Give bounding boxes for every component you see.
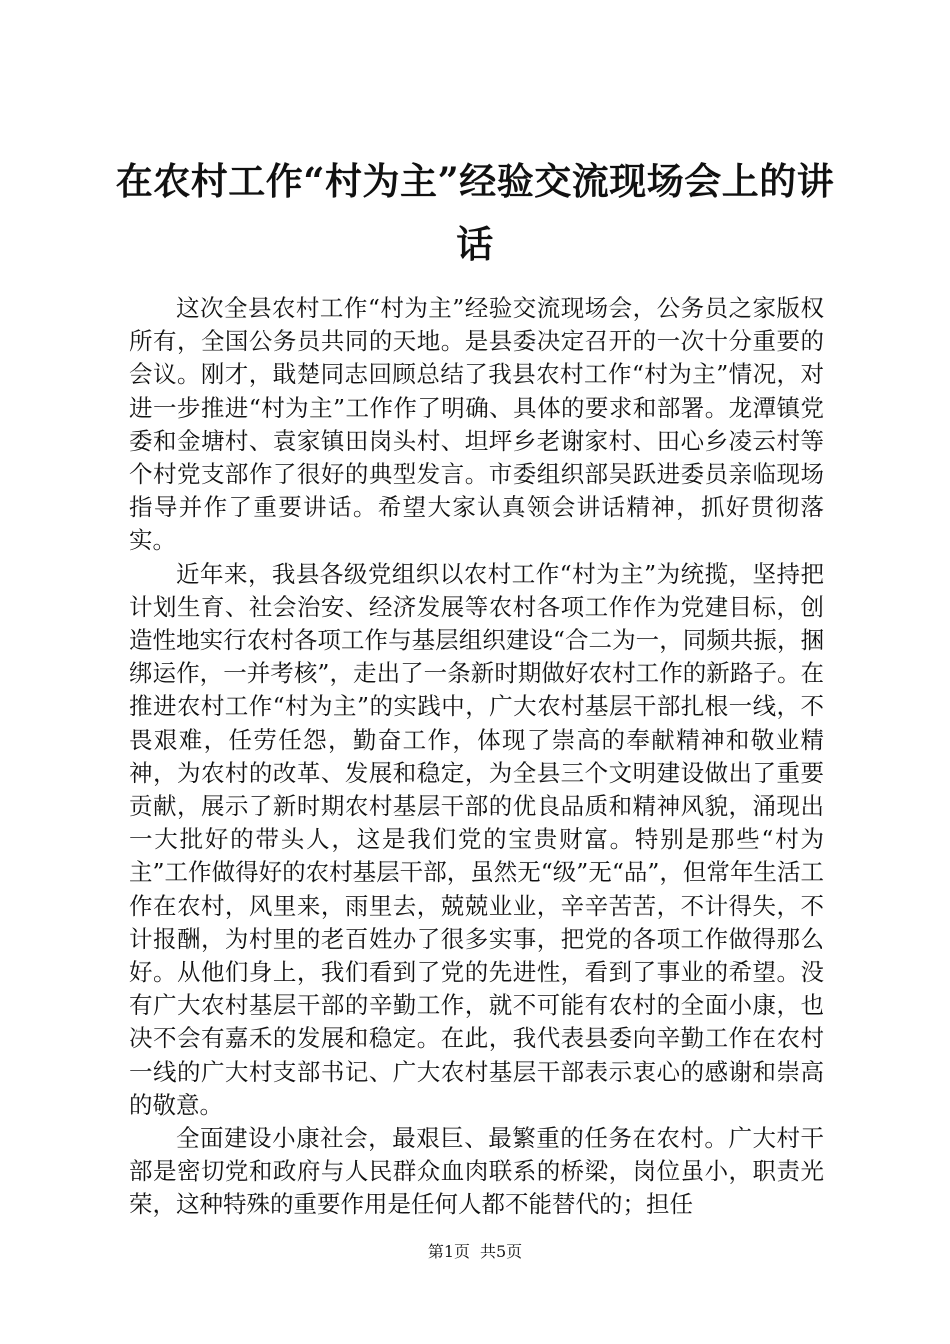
document-title: 在农村工作“村为主”经验交流现场会上的讲话 [115, 159, 835, 266]
page-number: 第1页 [427, 1242, 470, 1261]
page-footer [0, 1241, 950, 1263]
body-paragraph-1: 这次全县农村工作“村为主”经验交流现场会，公务员之家版权所有，全国公务员共同的天地。是县委决定召开的一次十分重要的会议。刚才，戢楚同志回顾总结了我县农村工作“村为主”情况，对进一步推进“村为主”工作作了明确、具体的要求和部署。龙潭镇党委和金塘村、袁家镇田岗头村、坦坪乡老谢家村、田心乡凌云村等个村党支部作了很好的典型发言。市委组织部吴跃进委员亲临现场指导并作了重要讲话。希望大家认真领会讲话精神，抓好贯彻落实。 [129, 294, 824, 555]
body-paragraph-2: 近年来，我县各级党组织以农村工作“村为主”为统揽，坚持把计划生育、社会治安、经济发展等农村各项工作作为党建目标，创造性地实行农村各项工作与基层组织建设“合二为一，同频共振，捆绑运作，一并考核”，走出了一条新时期做好农村工作的新路子。在推进农村工作“村为主”的实践中，广大农村基层干部扎根一线，不畏艰难，任劳任怨，勤奋工作，体现了崇高的奉献精神和敬业精神，为农村的改革、发展和稳定，为全县三个文明建设做出了重要贡献，展示了新时期农村基层干部的优良品质和精神风貌，涌现出一大批好的带头人，这是我们党的宝贵财富。特别是那些“村为主”工作做得好的农村基层干部，虽然无“级”无“品”，但常年生活工作在农村，风里来，雨里去，兢兢业业，辛辛苦苦，不计得失，不计报酬，为村里的老百姓办了很多实事，把党的各项工作做得那么好。从他们身上，我们看到了党的先进性，看到了事业的希望。没有广大农村基层干部的辛勤工作，就不可能有农村的全面小康，也决不会有嘉禾的发展和稳定。在此，我代表县委向辛勤工作在农村一线的广大村支部书记、广大农村基层干部表示衷心的感谢和崇高的敬意。 [129, 559, 824, 1119]
body-paragraph-3: 全面建设小康社会，最艰巨、最繁重的任务在农村。广大村干部是密切党和政府与人民群众血肉联系的桥梁，岗位虽小，职责光荣，这种特殊的重要作用是任何人都不能替代的；担任 [129, 1124, 824, 1219]
page-total: 共5页 [480, 1242, 523, 1261]
document-body [129, 292, 824, 1222]
